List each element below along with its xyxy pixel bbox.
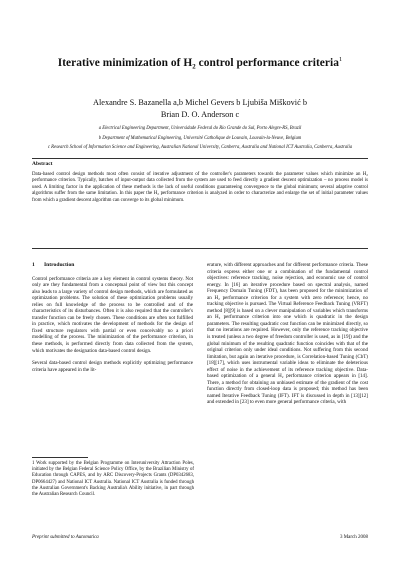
preprint-date: 3 March 2008	[339, 535, 368, 540]
section-heading	[32, 262, 193, 269]
left-column	[32, 262, 193, 373]
affiliations	[34, 126, 366, 155]
title-text: Iterative minimization of H₂ control performance criteria	[57, 56, 339, 69]
abstract-heading: Abstract	[32, 161, 53, 167]
paper-title	[20, 56, 380, 69]
abstract-bottom-rule	[32, 248, 368, 249]
abstract-text: Data-based control design methods most often consist of iterative adjustment of the controller's parameters towards the parameter values which minimize an H₂ performance criterion. Typically, batches of input-output data collected from the system are used to feed directly a gradient descent optimization – no process model is used. A limiting factor in the application of these methods is the lack of useful conditions guaranteeing convergence to the global minimum; several adaptive control algorithms suffer from the same limitation. In this paper the H₂ performance criterion is analyzed in order to characterize and enlarge the set of initial parameter values from which a gradient descent algorithm can converge to its global minimum.	[32, 172, 368, 203]
intro-paragraph-1: Control performance criteria are a key element in control systems theory. Not only are they fundamental from a conceptual point of view but this concept also leads to a large variety of control design methods, which are formulated as optimization problems. The solution of these optimization problems usually relies on full knowledge of the process to be controlled and of the characteristics of its disturbances. Often it is also required that the controller's transfer function can be freely chosen. These conditions are often not fulfilled in practice, which motivates the development of methods for the design of fixed structure regulators with partial or even conceivably no a priori modelling of the process. The minimization of the performance criterion, in these methods, is performed directly from data collected from the system, which motivates the designation data-based control design.	[32, 275, 193, 354]
abstract-top-rule	[32, 158, 368, 159]
intro-paragraph-continued: erature, with different approaches and for different performance criteria. These criteria express either one or a combination of the fundamental control objectives: reference tracking, noise rejection, and economic use of control energy. In [16] an iterative procedure based on spectral analysis, named Frequency Domain Tuning (FDT), has been proposed for the minimization of an H₂ performance criterion for a system with zero reference; hence, no tracking objective is pursued. The Virtual Reference Feedback Tuning (VRFT) method [8][9] is based on a clever manipulation of variables which transforms an H₂ performance criterion into one which is quadratic in the design parameters. The resulting quadratic cost function can be minimized directly, so that no iterations are required. However, only the reference tracking objective is treated (unless a two degree of freedom controller is used, as in [19]) and the global minimum of the resulting quadratic function coincides with that of the original criterion only under ideal conditions. Not suffering from this second limitation, but again an iterative procedure, is Correlation-based Tuning (CbT) [18][17], which uses instrumental variable ideas to eliminate the deleterious effect of noise in the achievement of its reference tracking objective. Data-based optimization of a general H₂ performance criterion appears in [14]. There, a method for obtaining an unbiased estimate of the gradient of the cost function directly from closed-loop data is proposed; this method has been named Iterative Feedback Tuning (IFT). IFT is discussed in depth in [13][12] and extended in [23] to even more general performance criteria, with	[207, 262, 368, 406]
author-list	[20, 97, 380, 120]
authors-line-2: Brian D. O. Anderson c	[160, 109, 240, 119]
right-column	[207, 262, 368, 406]
affiliation-a: a Electrical Engineering Department, Universidade Federal do Rio Grande do Sul, Porto Alegre-RS, Brazil	[98, 126, 302, 131]
affiliation-b: b Department of Mathematical Engineering, Université Catholique de Louvain, Louvain-la-Neuve, Belgium	[98, 135, 302, 141]
section-title: Introduction	[44, 262, 75, 268]
intro-paragraph-2: Several data-based control design methods explicitly optimizing performance criteria have appeared in the lit-	[32, 360, 193, 373]
section-number: 1	[32, 262, 35, 268]
affiliation-c: c Research School of Information Science and Engineering, Australian National University, Canberra, Australia and National ICT Australia, Canberra, Australia	[47, 145, 353, 151]
authors-line-1: Alexandre S. Bazanella a,b Michel Gevers b Ljubiša Mišković b	[92, 98, 308, 107]
footnote-rule	[32, 457, 88, 458]
title-footnote-mark: 1	[338, 56, 343, 63]
preprint-note: Preprint submitted to Automatica	[32, 535, 99, 540]
footnote: 1 Work supported by the Belgian Programme on Interuniversity Attraction Poles, initiated by the Belgian Federal Science Policy Office, by the Brazilian Ministry of Education through CAPES, and by ARC Discovery-Projects Grants (DP0342683, DP0664427) and National ICT Australia. National ICT Australia is funded through the Australian Government's Backing Australia's Ability initiative, in part through the Australian Research Council.	[32, 461, 194, 498]
